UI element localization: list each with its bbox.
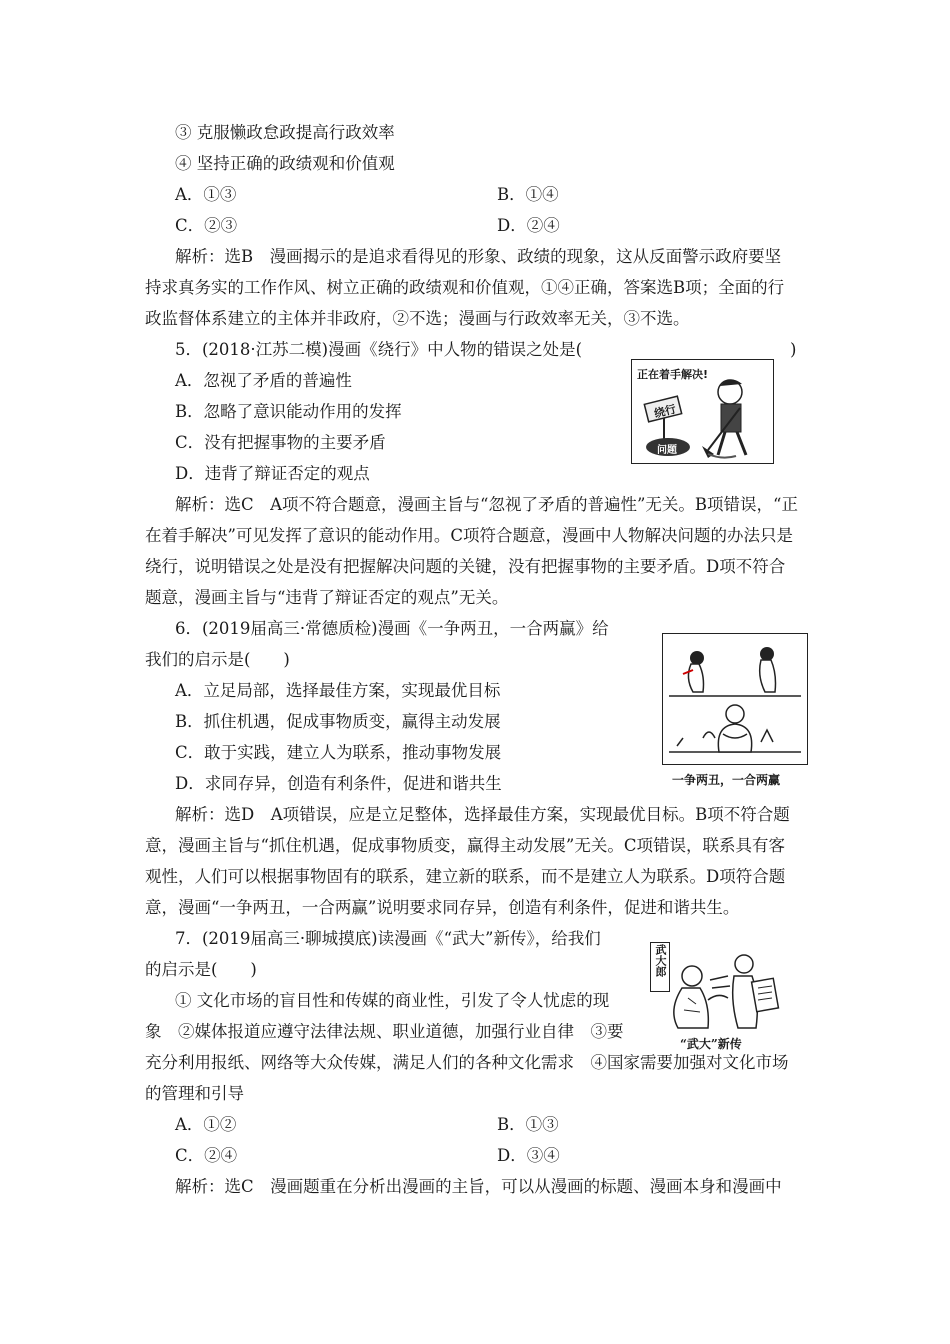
q5-sign-text: 绕行 bbox=[652, 402, 678, 421]
q7-stem-cont: 的启示是( ) bbox=[145, 960, 257, 979]
q7-cartoon-caption: “武大”新传 bbox=[680, 1037, 742, 1051]
q5-analysis-line: 绕行，说明错误之处是没有把握解决问题的关键，没有把握事物的主要矛盾。D项不符合 bbox=[145, 557, 786, 576]
q6-choice-b: B．抓住机遇，促成事物质变，赢得主动发展 bbox=[175, 712, 501, 731]
q7-body-line: 象 ②媒体报道应遵守法律法规、职业道德，加强行业自律 ③要 bbox=[145, 1022, 624, 1041]
q6-cartoon bbox=[662, 633, 808, 765]
q6-cartoon-caption: 一争两丑，一合两赢 bbox=[672, 773, 781, 787]
q6-choice-d: D．求同存异，创造有利条件，促进和谐共生 bbox=[175, 774, 502, 793]
q6-stem: 6．(2019届高三·常德质检)漫画《一争两丑，一合两赢》给 bbox=[175, 619, 609, 638]
q7-banner-text: 武大郎 bbox=[654, 944, 667, 977]
q7-choice-b: B．①③ bbox=[497, 1115, 559, 1134]
q6-analysis-line: 意，漫画主旨与“抓住机遇，促成事物质变，赢得主动发展”无关。C项错误，联系具有客 bbox=[145, 836, 785, 855]
q5-rock-text: 问题 bbox=[657, 445, 677, 456]
q5-choice-d: D．违背了辩证否定的观点 bbox=[175, 464, 370, 483]
q7-choice-d: D．③④ bbox=[497, 1146, 560, 1165]
q7-cartoon-drawing bbox=[648, 940, 786, 1032]
q5-speech-text: 正在着手解决! bbox=[637, 368, 709, 381]
q7-choice-a: A．①② bbox=[175, 1115, 237, 1134]
q6-choice-c: C．敢于实践，建立人为联系，推动事物发展 bbox=[175, 743, 502, 762]
q4-option-3: ③ 克服懒政怠政提高行政效率 bbox=[175, 123, 395, 142]
q6-cartoon-drawing bbox=[663, 634, 807, 764]
q4-choice-d: D．②④ bbox=[497, 216, 560, 235]
q5-paren-close: ) bbox=[790, 340, 797, 359]
q4-analysis-line: 政监督体系建立的主体并非政府，②不选；漫画与行政效率无关，③不选。 bbox=[145, 309, 690, 328]
q7-stem: 7．(2019届高三·聊城摸底)读漫画《“武大”新传》，给我们 bbox=[175, 929, 601, 948]
q5-choice-a: A．忽视了矛盾的普遍性 bbox=[175, 371, 352, 390]
q5-stem: 5．(2018·江苏二模)漫画《绕行》中人物的错误之处是( bbox=[175, 340, 583, 359]
q6-analysis-line: 意，漫画“一争两丑，一合两赢”说明要求同存异，创造有利条件，促进和谐共生。 bbox=[145, 898, 740, 917]
q5-analysis-line: 题意，漫画主旨与“违背了辩证否定的观点”无关。 bbox=[145, 588, 509, 607]
q6-analysis-line: 解析：选D A项错误，应是立足整体，选择最佳方案，实现最优目标。B项不符合题 bbox=[175, 805, 790, 824]
q5-analysis-line: 解析：选C A项不符合题意，漫画主旨与“忽视了矛盾的普遍性”无关。B项错误，“正 bbox=[175, 495, 798, 514]
q6-choice-a: A．立足局部，选择最佳方案，实现最优目标 bbox=[175, 681, 501, 700]
q7-analysis-line: 解析：选C 漫画题重在分析出漫画的主旨，可以从漫画的标题、漫画本身和漫画中 bbox=[175, 1177, 782, 1196]
q7-body-line: ① 文化市场的盲目性和传媒的商业性，引发了令人忧虑的现 bbox=[175, 991, 610, 1010]
q5-choice-b: B．忽略了意识能动作用的发挥 bbox=[175, 402, 402, 421]
q5-analysis-line: 在着手解决”可见发挥了意识的能动作用。C项符合题意，漫画中人物解决问题的办法只是 bbox=[145, 526, 794, 545]
q6-analysis-line: 观性，人们可以根据事物固有的联系，建立新的联系，而不是建立人为联系。D项符合题 bbox=[145, 867, 786, 886]
q7-choice-c: C．②④ bbox=[175, 1146, 238, 1165]
q7-body-line: 充分利用报纸、网络等大众传媒，满足人们的各种文化需求 ④国家需要加强对文化市场 bbox=[145, 1053, 789, 1072]
q7-cartoon bbox=[648, 940, 786, 1032]
q6-stem-cont: 我们的启示是( ) bbox=[145, 650, 290, 669]
q7-body-line: 的管理和引导 bbox=[145, 1084, 244, 1103]
q4-choice-c: C．②③ bbox=[175, 216, 238, 235]
q4-option-4: ④ 坚持正确的政绩观和价值观 bbox=[175, 154, 395, 173]
q4-choice-b: B．①④ bbox=[497, 185, 559, 204]
q4-analysis-line: 解析：选B 漫画揭示的是追求看得见的形象、政绩的现象，这从反面警示政府要坚 bbox=[175, 247, 782, 266]
q4-analysis-line: 持求真务实的工作作风、树立正确的政绩观和价值观，①④正确，答案选B项；全面的行 bbox=[145, 278, 785, 297]
q5-cartoon bbox=[631, 359, 774, 464]
q4-choice-a: A．①③ bbox=[175, 185, 237, 204]
q5-choice-c: C．没有把握事物的主要矛盾 bbox=[175, 433, 386, 452]
